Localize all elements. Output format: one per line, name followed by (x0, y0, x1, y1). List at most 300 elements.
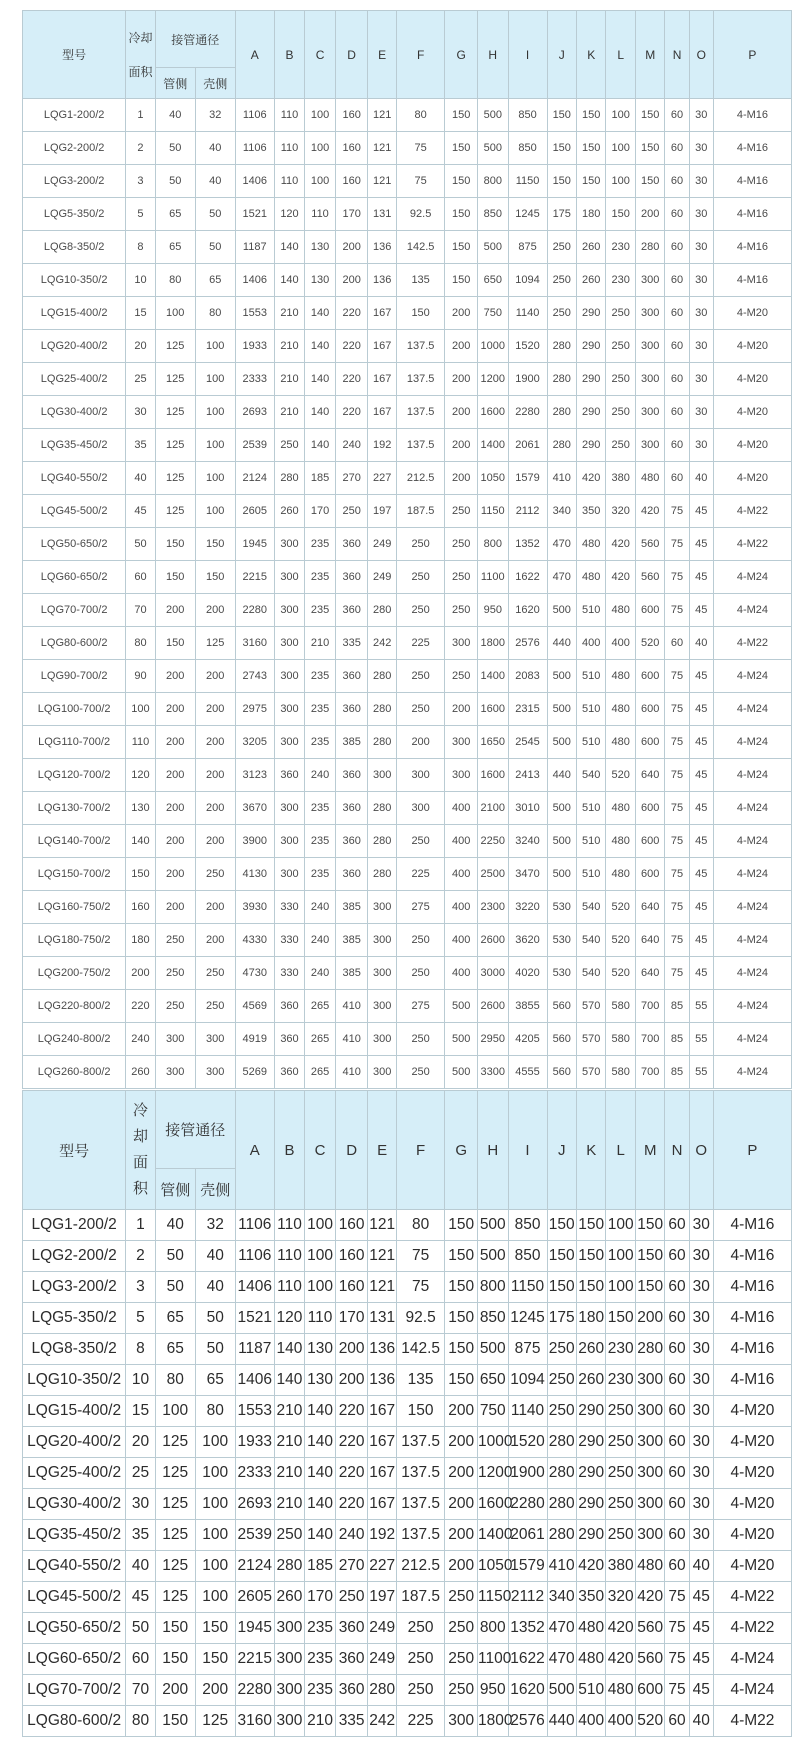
table-cell: 400 (576, 627, 605, 660)
table-cell: 150 (576, 1272, 605, 1303)
table-cell: 1106 (235, 132, 274, 165)
table-cell: 280 (635, 231, 664, 264)
table-cell: 150 (195, 1613, 235, 1644)
table-cell: 45 (689, 792, 713, 825)
table-row (23, 957, 792, 990)
table-cell: 1622 (508, 1644, 547, 1675)
table-cell: 850 (508, 132, 547, 165)
table-cell: 60 (665, 297, 689, 330)
table-cell: 137.5 (396, 429, 444, 462)
table-cell: 30 (689, 1458, 713, 1489)
table-cell: 137.5 (396, 330, 444, 363)
table-cell: 142.5 (396, 231, 444, 264)
table-cell: 410 (335, 1023, 368, 1056)
table-cell: 140 (305, 1427, 336, 1458)
table-cell: 75 (665, 759, 689, 792)
table-cell: 4-M22 (713, 495, 791, 528)
table-cell: 500 (547, 693, 576, 726)
table-cell: 1945 (235, 528, 274, 561)
table-cell: 270 (335, 1551, 368, 1582)
table-cell: 200 (445, 462, 478, 495)
table-cell: LQG60-650/2 (23, 1644, 126, 1675)
table-cell: 150 (576, 99, 605, 132)
table-cell: 280 (547, 330, 576, 363)
table-cell: 150 (547, 99, 576, 132)
table-cell: 45 (126, 1582, 155, 1613)
table-cell: 420 (606, 1644, 635, 1675)
table-cell: 4-M20 (713, 330, 791, 363)
table-cell: 30 (689, 1520, 713, 1551)
table-cell: 60 (665, 429, 689, 462)
table-cell: 60 (665, 363, 689, 396)
table-cell: LQG30-400/2 (23, 1489, 126, 1520)
table-cell: 500 (477, 132, 508, 165)
table-cell: 135 (396, 1365, 444, 1396)
table-cell: 300 (274, 825, 305, 858)
table-cell: 125 (155, 330, 195, 363)
table-cell: 2280 (508, 1489, 547, 1520)
table-cell: 4-M16 (713, 198, 791, 231)
table-cell: 60 (665, 231, 689, 264)
table-cell: 1050 (477, 462, 508, 495)
table-cell: 220 (335, 297, 368, 330)
table-cell: 350 (576, 495, 605, 528)
table-cell: 300 (368, 1023, 396, 1056)
table-cell: 75 (665, 1644, 689, 1675)
table-cell: 60 (665, 330, 689, 363)
table-cell: 140 (305, 363, 336, 396)
table-cell: 480 (576, 561, 605, 594)
table-cell: 150 (195, 528, 235, 561)
table-cell: 300 (368, 924, 396, 957)
table-row (23, 1365, 792, 1396)
table-cell: 150 (547, 1241, 576, 1272)
table-cell: 250 (335, 495, 368, 528)
table-cell: 2333 (235, 1458, 274, 1489)
table-cell: 700 (635, 1023, 664, 1056)
table-cell: 280 (547, 1520, 576, 1551)
table-cell: 80 (126, 627, 155, 660)
table-cell: 30 (689, 1365, 713, 1396)
table-row (23, 792, 792, 825)
table-row (23, 528, 792, 561)
table-cell: 150 (635, 1272, 664, 1303)
table-cell: 150 (445, 165, 478, 198)
header-dim-e: E (368, 1091, 396, 1210)
table-cell: 1150 (477, 495, 508, 528)
table-cell: 150 (606, 1303, 635, 1334)
table-cell: 242 (368, 1706, 396, 1737)
table-cell: 200 (445, 1520, 478, 1551)
table-cell: 250 (606, 1458, 635, 1489)
table-cell: 121 (368, 165, 396, 198)
table-cell: 40 (689, 462, 713, 495)
table-cell: 200 (445, 693, 478, 726)
table-cell: 320 (606, 1582, 635, 1613)
table-cell: 55 (689, 990, 713, 1023)
table-cell: LQG260-800/2 (23, 1056, 126, 1089)
table-cell: 300 (274, 528, 305, 561)
table-cell: 140 (126, 825, 155, 858)
table-cell: 40 (689, 1551, 713, 1582)
table-cell: 4-M16 (713, 231, 791, 264)
table-cell: 540 (576, 891, 605, 924)
table-cell: 420 (576, 1551, 605, 1582)
table-cell: 150 (635, 165, 664, 198)
table-cell: 125 (155, 1489, 195, 1520)
table-cell: 170 (335, 1303, 368, 1334)
table-cell: 137.5 (396, 1427, 444, 1458)
table-cell: 150 (445, 264, 478, 297)
table-cell: 235 (305, 792, 336, 825)
table-cell: 280 (547, 1489, 576, 1520)
table-cell: 3 (126, 1272, 155, 1303)
table-cell: 235 (305, 561, 336, 594)
header-dim-c: C (305, 11, 336, 99)
table-cell: 600 (635, 594, 664, 627)
table-cell: 40 (126, 462, 155, 495)
table-cell: 4-M24 (713, 726, 791, 759)
table-cell: 2693 (235, 1489, 274, 1520)
table-cell: 400 (576, 1706, 605, 1737)
table-cell: 4-M24 (713, 990, 791, 1023)
table-cell: 167 (368, 1458, 396, 1489)
table-cell: 1900 (508, 1458, 547, 1489)
table-cell: 530 (547, 957, 576, 990)
table-cell: 170 (305, 1582, 336, 1613)
table-cell: 130 (305, 1365, 336, 1396)
table-cell: 260 (274, 1582, 305, 1613)
table-cell: 220 (335, 1458, 368, 1489)
table-cell: 30 (126, 1489, 155, 1520)
table-cell: 250 (606, 1489, 635, 1520)
table-cell: 250 (445, 1613, 478, 1644)
table-cell: 4-M24 (713, 561, 791, 594)
spec-table-small-body (23, 99, 792, 1089)
table-cell: 4-M22 (713, 1613, 791, 1644)
table-cell: 600 (635, 825, 664, 858)
table-cell: 50 (155, 165, 195, 198)
header-dim-h: H (477, 11, 508, 99)
table-cell: 220 (126, 990, 155, 1023)
table-cell: 270 (335, 462, 368, 495)
table-cell: 197 (368, 495, 396, 528)
table-cell: 75 (665, 528, 689, 561)
table-cell: 150 (635, 1241, 664, 1272)
table-cell: 192 (368, 429, 396, 462)
table-cell: 300 (396, 792, 444, 825)
table-cell: 950 (477, 594, 508, 627)
table-cell: 300 (368, 957, 396, 990)
table-cell: 1600 (477, 1489, 508, 1520)
table-cell: 280 (368, 660, 396, 693)
table-cell: 4-M24 (713, 594, 791, 627)
table-cell: 410 (547, 462, 576, 495)
table-row (23, 363, 792, 396)
table-cell: 212.5 (396, 1551, 444, 1582)
table-cell: 360 (335, 660, 368, 693)
spec-table-small (22, 10, 792, 1089)
table-cell: 150 (195, 1644, 235, 1675)
table-cell: 2300 (477, 891, 508, 924)
table-cell: LQG8-350/2 (23, 231, 126, 264)
table-cell: 500 (445, 1023, 478, 1056)
table-cell: 290 (576, 1520, 605, 1551)
table-cell: 140 (305, 1520, 336, 1551)
table-cell: 150 (155, 1613, 195, 1644)
table-cell: 4-M20 (713, 1551, 791, 1582)
table-row (23, 1396, 792, 1427)
table-cell: 65 (155, 1334, 195, 1365)
table-cell: 249 (368, 561, 396, 594)
table-cell: 570 (576, 1056, 605, 1089)
table-row (23, 99, 792, 132)
table-cell: 170 (305, 495, 336, 528)
table-cell: 100 (305, 165, 336, 198)
table-cell: 250 (396, 693, 444, 726)
table-cell: 167 (368, 1489, 396, 1520)
table-cell: 360 (274, 1056, 305, 1089)
table-cell: 65 (155, 231, 195, 264)
table-cell: 265 (305, 1056, 336, 1089)
table-cell: 200 (195, 693, 235, 726)
table-cell: 60 (665, 99, 689, 132)
table-cell: 3160 (235, 1706, 274, 1737)
table-cell: 1106 (235, 1241, 274, 1272)
table-cell: 180 (126, 924, 155, 957)
table-cell: 100 (195, 1582, 235, 1613)
table-cell: LQG180-750/2 (23, 924, 126, 957)
table-cell: 235 (305, 1644, 336, 1675)
table-cell: 385 (335, 891, 368, 924)
table-row (23, 165, 792, 198)
table-cell: 2600 (477, 990, 508, 1023)
table-cell: 55 (689, 1056, 713, 1089)
table-row (23, 759, 792, 792)
table-cell: 160 (335, 165, 368, 198)
table-cell: 260 (576, 264, 605, 297)
table-cell: 1150 (508, 1272, 547, 1303)
table-cell: 227 (368, 1551, 396, 1582)
table-cell: 250 (195, 990, 235, 1023)
table-cell: 60 (665, 627, 689, 660)
table-cell: 4569 (235, 990, 274, 1023)
table-cell: 300 (635, 1427, 664, 1458)
table-cell: 4330 (235, 924, 274, 957)
table-cell: 480 (576, 1613, 605, 1644)
table-cell: 500 (547, 792, 576, 825)
table-cell: 2061 (508, 1520, 547, 1551)
table-cell: 120 (126, 759, 155, 792)
table-cell: 540 (576, 957, 605, 990)
table-cell: 110 (274, 1241, 305, 1272)
table-cell: 140 (274, 1365, 305, 1396)
table-cell: 500 (547, 660, 576, 693)
table-cell: 1245 (508, 198, 547, 231)
table-cell: 600 (635, 660, 664, 693)
table-cell: 140 (305, 396, 336, 429)
table-cell: 240 (305, 759, 336, 792)
table-cell: 480 (606, 660, 635, 693)
table-cell: 600 (635, 792, 664, 825)
table-cell: 30 (689, 330, 713, 363)
table-cell: 150 (155, 528, 195, 561)
table-cell: 4-M24 (713, 1644, 791, 1675)
table-cell: 400 (445, 924, 478, 957)
table-cell: 150 (547, 165, 576, 198)
table-cell: 560 (635, 528, 664, 561)
table-cell: 440 (547, 759, 576, 792)
table-cell: 580 (606, 1056, 635, 1089)
table-cell: 250 (606, 363, 635, 396)
table-cell: 850 (477, 1303, 508, 1334)
table-cell: 200 (155, 759, 195, 792)
table-cell: 136 (368, 264, 396, 297)
table-cell: 570 (576, 1023, 605, 1056)
spec-table-large (22, 1090, 792, 1737)
table-cell: 32 (195, 1210, 235, 1241)
table-cell: 30 (689, 363, 713, 396)
table-cell: 100 (195, 1520, 235, 1551)
table-cell: 85 (665, 1056, 689, 1089)
table-cell: 150 (445, 1365, 478, 1396)
table-cell: 45 (689, 1644, 713, 1675)
table-cell: 1650 (477, 726, 508, 759)
table-cell: 2 (126, 1241, 155, 1272)
table-cell: 40 (689, 627, 713, 660)
table-cell: 250 (396, 1644, 444, 1675)
table-cell: 520 (606, 891, 635, 924)
table-cell: 55 (689, 1023, 713, 1056)
table-cell: 300 (635, 330, 664, 363)
table-cell: 167 (368, 363, 396, 396)
table-cell: 4-M16 (713, 1272, 791, 1303)
table-cell: 45 (689, 495, 713, 528)
table-cell: 1400 (477, 429, 508, 462)
table-cell: 80 (396, 1210, 444, 1241)
table-cell: 360 (335, 858, 368, 891)
table-cell: 2500 (477, 858, 508, 891)
table-cell: 45 (689, 726, 713, 759)
table-cell: 210 (274, 1396, 305, 1427)
table-cell: 280 (368, 726, 396, 759)
table-cell: 150 (547, 1210, 576, 1241)
table-cell: 250 (155, 924, 195, 957)
table-cell: 1600 (477, 759, 508, 792)
table-cell: 4205 (508, 1023, 547, 1056)
table-cell: 280 (368, 858, 396, 891)
table-cell: 200 (155, 660, 195, 693)
table-cell: 125 (155, 429, 195, 462)
table-cell: 125 (155, 495, 195, 528)
table-cell: 300 (274, 1613, 305, 1644)
table-row (23, 231, 792, 264)
table-cell: 250 (445, 528, 478, 561)
table-cell: 1187 (235, 231, 274, 264)
table-cell: 250 (445, 1582, 478, 1613)
table-cell: 45 (689, 561, 713, 594)
table-cell: 2576 (508, 627, 547, 660)
table-cell: 200 (445, 1396, 478, 1427)
table-cell: 40 (195, 1241, 235, 1272)
table-cell: 640 (635, 759, 664, 792)
table-cell: 220 (335, 330, 368, 363)
table-cell: 160 (335, 1210, 368, 1241)
table-cell: 60 (665, 165, 689, 198)
table-cell: 80 (126, 1706, 155, 1737)
table-cell: 290 (576, 429, 605, 462)
table-cell: 121 (368, 1272, 396, 1303)
table-cell: 130 (305, 264, 336, 297)
table-cell: 250 (396, 1023, 444, 1056)
table-cell: 280 (368, 594, 396, 627)
table-cell: 45 (689, 1582, 713, 1613)
table-cell: 200 (335, 1334, 368, 1365)
header-cooling-area-char2: 却 (132, 1128, 148, 1145)
table-cell: LQG1-200/2 (23, 99, 126, 132)
table-cell: 150 (606, 198, 635, 231)
table-cell: 60 (665, 1706, 689, 1737)
table-cell: 160 (335, 1272, 368, 1303)
table-cell: 200 (195, 759, 235, 792)
table-cell: LQG40-550/2 (23, 1551, 126, 1582)
table-cell: 1000 (477, 1427, 508, 1458)
table-cell: 1933 (235, 330, 274, 363)
table-cell: 300 (274, 726, 305, 759)
table-cell: 30 (689, 165, 713, 198)
table-cell: 800 (477, 528, 508, 561)
table-cell: 30 (689, 429, 713, 462)
table-cell: 75 (396, 1241, 444, 1272)
table-cell: 50 (195, 1303, 235, 1334)
table-cell: 45 (689, 891, 713, 924)
table-cell: 750 (477, 1396, 508, 1427)
spec-tables (22, 10, 792, 1737)
table-cell: 100 (195, 1458, 235, 1489)
table-cell: 250 (606, 1427, 635, 1458)
table-cell: 4-M24 (713, 924, 791, 957)
table-cell: 440 (547, 627, 576, 660)
table-cell: 290 (576, 1396, 605, 1427)
table-cell: 65 (155, 198, 195, 231)
table-cell: 150 (445, 231, 478, 264)
table-cell: 230 (606, 1365, 635, 1396)
table-cell: 4-M24 (713, 891, 791, 924)
table-cell: 4-M22 (713, 627, 791, 660)
table-cell: 2250 (477, 825, 508, 858)
table-cell: 130 (126, 792, 155, 825)
table-cell: 500 (477, 231, 508, 264)
table-cell: 265 (305, 1023, 336, 1056)
table-cell: LQG40-550/2 (23, 462, 126, 495)
table-cell: 480 (606, 693, 635, 726)
table-cell: 300 (635, 429, 664, 462)
table-cell: 250 (445, 495, 478, 528)
table-cell: 500 (547, 858, 576, 891)
table-cell: 250 (547, 231, 576, 264)
table-cell: 250 (445, 594, 478, 627)
table-cell: 136 (368, 231, 396, 264)
table-cell: 250 (155, 957, 195, 990)
table-cell: 1406 (235, 165, 274, 198)
table-cell: 150 (155, 1644, 195, 1675)
table-cell: 1406 (235, 264, 274, 297)
table-cell: 125 (155, 363, 195, 396)
table-row (23, 1520, 792, 1551)
table-cell: 300 (155, 1056, 195, 1089)
table-cell: 300 (635, 264, 664, 297)
table-cell: 260 (576, 231, 605, 264)
